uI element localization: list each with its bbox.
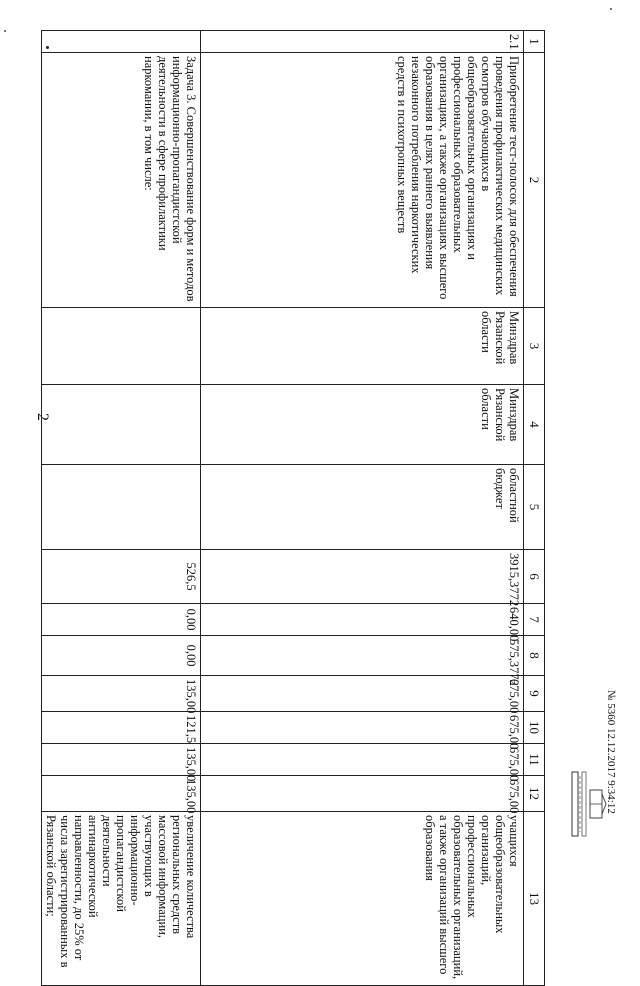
amount-year: 640,00 <box>201 604 524 636</box>
header-cell: 10 <box>524 712 545 744</box>
header-cell: 3 <box>524 308 545 385</box>
header-cell: 13 <box>524 812 545 986</box>
amount-year: 0,00 <box>42 636 201 676</box>
amount-year: 675,00 <box>201 776 524 812</box>
header-cell: 11 <box>524 744 545 776</box>
header-cell: 9 <box>524 676 545 712</box>
page-number: 2 <box>34 413 51 421</box>
amount-year: 0,00 <box>42 604 201 636</box>
header-cell: 6 <box>524 550 545 604</box>
amount-year: 675,00 <box>201 676 524 712</box>
header-cell: 5 <box>524 465 545 550</box>
item-name: Приобретение тест-полосок для обеспечения проведения профилактических медицинских осмотров обучающихся в общеобразовательных организациях и профессиональных образовательных организациях, а также организациях высшего образования в целях раннего выявления незаконного потребления наркотических средств и психотропных веществ <box>201 53 524 308</box>
amount-year: 135,00 <box>42 776 201 812</box>
executor <box>42 308 201 385</box>
amount-year: 135,00 <box>42 676 201 712</box>
rotated-table-wrapper <box>44 30 545 980</box>
table-row <box>201 31 524 986</box>
registration-number: № 5360 12.12.2017 9:34:12 <box>605 690 617 814</box>
header-cell: 12 <box>524 776 545 812</box>
header-cell: 8 <box>524 636 545 676</box>
item-number: 2.1 <box>201 31 524 53</box>
amount-year: 675,00 <box>201 712 524 744</box>
registration-stamp-icon <box>570 768 608 840</box>
item-number <box>42 31 201 53</box>
amount-year: 575,3772 <box>201 636 524 676</box>
amount-year: 135,00 <box>42 744 201 776</box>
header-cell: 7 <box>524 604 545 636</box>
program-table <box>41 30 545 986</box>
header-cell: 2 <box>524 53 545 308</box>
item-name: Задача 3. Совершенствование форм и методов информационно-пропагандистской деятельности в сфере профилактики наркомании, в том числе: <box>42 53 201 308</box>
executor: Минздрав Рязанской области <box>201 308 524 385</box>
funding-source: областной бюджет <box>201 465 524 550</box>
responsible <box>42 385 201 465</box>
expected-result: учащихся общеобразовательных организаций, профессиональных образовательных организаций, а также организаций высшего образования <box>201 812 524 986</box>
header-cell: 1 <box>524 31 545 53</box>
amount-year: 675,00 <box>201 744 524 776</box>
funding-source <box>42 465 201 550</box>
header-row <box>524 31 545 986</box>
expected-result: увеличение количества региональных средств массовой информации, участвующих в информационно-пропагандистской деятельности антинаркотической направленности, до 25% от числа зарегистрированных в Рязанской области; <box>42 812 201 986</box>
table-row <box>42 31 201 986</box>
scan-speck <box>610 8 612 10</box>
total-amount: 3915,3772 <box>201 550 524 604</box>
header-cell: 4 <box>524 385 545 465</box>
total-amount: 526,5 <box>42 550 201 604</box>
scan-speck <box>4 30 6 32</box>
amount-year: 121,5 <box>42 712 201 744</box>
responsible: Минздрав Рязанской области <box>201 385 524 465</box>
